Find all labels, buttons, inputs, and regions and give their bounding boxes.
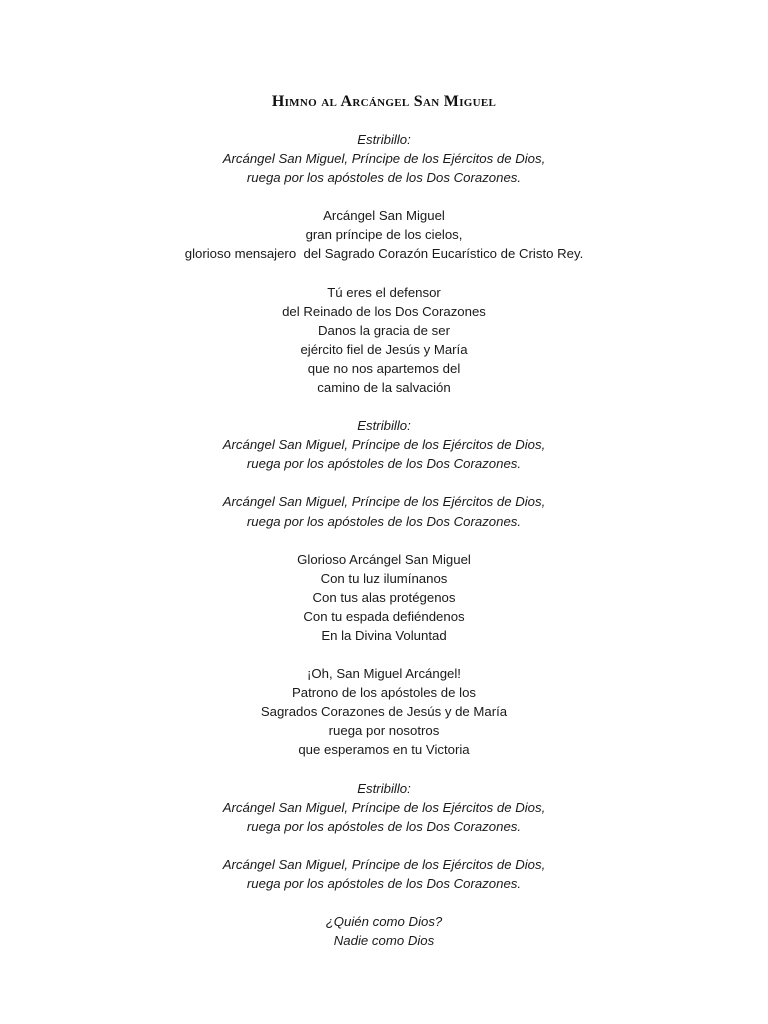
verse-line: ¿Quién como Dios?	[325, 914, 443, 929]
verse-line: Estribillo:	[357, 780, 411, 796]
stanza	[0, 492, 768, 530]
verse-line: Arcángel San Miguel, Príncipe de los Ejércitos de Dios,	[222, 151, 546, 167]
stanza	[0, 855, 768, 893]
verse-line: Con tu luz ilumínanos	[320, 570, 448, 586]
verse-line: Danos la gracia de ser	[318, 322, 450, 338]
stanza	[0, 206, 768, 263]
verse-line: Estribillo:	[357, 418, 411, 434]
stanza	[0, 664, 768, 759]
hymn-body	[0, 130, 768, 950]
verse-line: En la Divina Voluntad	[321, 627, 447, 643]
verse-line: camino de la salvación	[317, 380, 451, 396]
stanza	[0, 130, 768, 187]
hymn-title: Himno al Arcángel San Miguel	[271, 93, 497, 110]
stanza	[0, 912, 768, 950]
stanza	[0, 283, 768, 398]
verse-line: Arcángel San Miguel	[323, 208, 445, 224]
verse-line: gran príncipe de los cielos,	[305, 227, 463, 243]
verse-line: ruega por los apóstoles de los Dos Corazones.	[246, 456, 522, 472]
verse-line: ruega por los apóstoles de los Dos Corazones.	[246, 170, 522, 186]
stanza	[0, 550, 768, 645]
verse-line: Estribillo:	[357, 132, 411, 147]
verse-line: Arcángel San Miguel, Príncipe de los Ejércitos de Dios,	[222, 437, 546, 453]
verse-line: Arcángel San Miguel, Príncipe de los Ejércitos de Dios,	[222, 799, 546, 815]
verse-line: Arcángel San Miguel, Príncipe de los Ejércitos de Dios,	[222, 856, 546, 872]
verse-line: ruega por los apóstoles de los Dos Corazones.	[246, 513, 522, 529]
verse-line: Patrono de los apóstoles de los	[291, 685, 476, 701]
verse-line: Arcángel San Miguel, Príncipe de los Ejércitos de Dios,	[222, 494, 546, 510]
verse-line: Con tus alas protégenos	[312, 589, 456, 605]
verse-line: ruega por nosotros	[328, 723, 440, 739]
verse-line: Glorioso Arcángel San Miguel	[297, 551, 471, 567]
verse-line: ruega por los apóstoles de los Dos Corazones.	[246, 875, 522, 891]
verse-line: del Reinado de los Dos Corazones	[282, 303, 486, 319]
verse-line: ¡Oh, San Miguel Arcángel!	[307, 666, 461, 682]
verse-line: que esperamos en tu Victoria	[298, 742, 470, 758]
verse-line: Con tu espada defiéndenos	[303, 608, 465, 624]
stanza	[0, 416, 768, 473]
verse-line: que no nos apartemos del	[307, 360, 461, 376]
verse-line: glorioso mensajero del Sagrado Corazón Eucarístico de Cristo Rey.	[184, 246, 584, 262]
stanza	[0, 779, 768, 836]
verse-line: Tú eres el defensor	[327, 284, 441, 300]
verse-line: Nadie como Dios	[333, 933, 435, 949]
verse-line: ejército fiel de Jesús y María	[300, 341, 468, 357]
verse-line: ruega por los apóstoles de los Dos Corazones.	[246, 818, 522, 834]
verse-line: Sagrados Corazones de Jesús y de María	[260, 704, 508, 720]
